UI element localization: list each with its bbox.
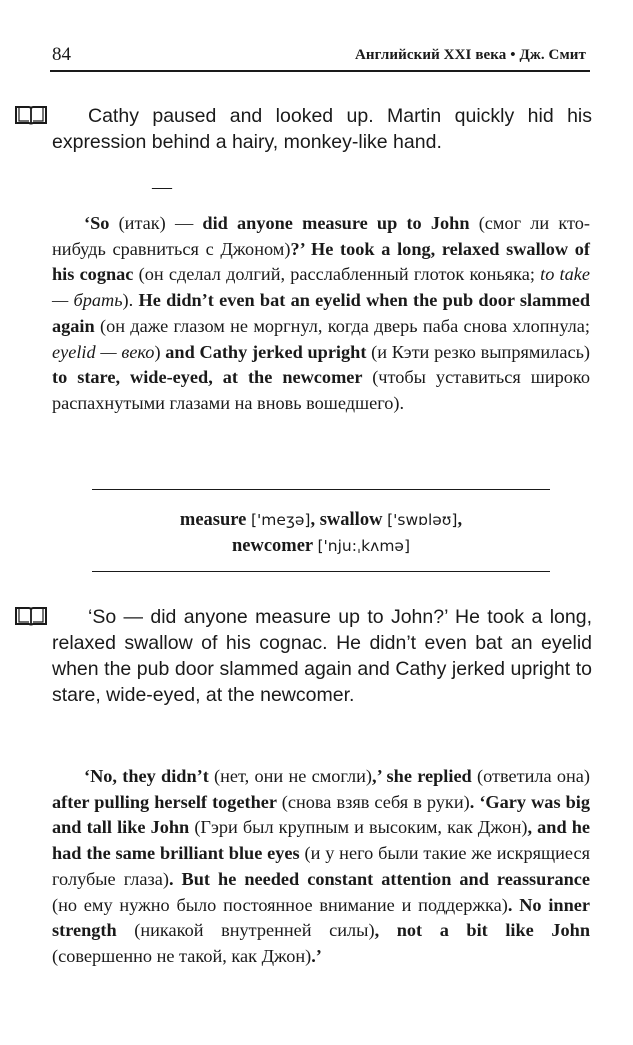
rus-gloss: (и у него были такие же искрящиеся голубые глаза) xyxy=(52,843,590,889)
section-dash: — xyxy=(152,176,172,198)
rus-gloss: (снова взяв себя в руки) xyxy=(281,791,470,812)
page-header xyxy=(50,38,590,72)
annotated-paragraph-2 xyxy=(52,764,590,970)
eng-phrase: ?’ He took a long, relaxed swallow of his cognac xyxy=(52,238,590,285)
english-paragraph-2: ‘So — did anyone measure up to John?’ He took a long, relaxed swallow of his cognac. He didn’t even bat an eyelid when the pub door slammed again and Cathy jerked upright to stare, wide-eyed, at the newcomer. xyxy=(52,606,592,706)
eng-phrase: . But he needed constant attention and reassurance xyxy=(168,868,590,889)
rus-gloss: (он сделал долгий, расслабленный глоток коньяка; xyxy=(138,264,541,285)
ipa: ['swɒləʊ] xyxy=(387,511,458,529)
transcription-line-2 xyxy=(92,534,550,559)
rus-gloss: ) xyxy=(154,341,166,362)
open-book-icon xyxy=(14,104,48,126)
rus-gloss: (итак) — xyxy=(118,213,203,233)
word: swallow xyxy=(319,510,388,530)
rus-gloss: ). xyxy=(122,290,139,311)
eng-phrase: after pulling herself together xyxy=(52,791,282,812)
eng-phrase: to stare, wide-eyed, at the newcomer xyxy=(52,367,373,388)
eng-phrase: ‘No, they didn’t xyxy=(84,766,215,786)
rus-gloss: (нет, они не смогли) xyxy=(214,766,372,786)
eng-phrase: , and he had the same brilliant blue eyes xyxy=(52,817,591,864)
rus-gloss: (чтобы уставиться широко распахнутыми глазами на вновь вошедшего). xyxy=(52,367,590,413)
rus-gloss: (совершенно не такой, как Джон) xyxy=(52,945,312,966)
ipa: ['meʒə] xyxy=(251,511,311,529)
transcription-line-1 xyxy=(92,508,550,533)
eng-phrase: did anyone measure up to John xyxy=(202,213,479,233)
english-paragraph-1: Cathy paused and looked up. Martin quickly hid his expression behind a hairy, monkey-like hand. xyxy=(52,105,592,153)
divider-top xyxy=(92,489,550,490)
eng-phrase: , not a bit like John xyxy=(374,920,590,941)
running-title: Английский XXI века • Дж. Смит xyxy=(355,47,586,63)
word: newcomer xyxy=(231,536,318,556)
eng-phrase: .’ xyxy=(311,945,322,966)
rus-gloss-italic: eyelid — веко xyxy=(52,341,155,362)
rus-gloss: (смог ли кто-нибудь сравниться с Джоном) xyxy=(52,213,590,259)
ipa: ['nju:ˌkʌmə] xyxy=(317,537,411,555)
page-number: 84 xyxy=(52,44,71,65)
divider-bottom xyxy=(92,571,550,572)
rus-gloss: (он даже глазом не моргнул, когда дверь паба снова хлопнула; xyxy=(99,315,590,336)
separator: , xyxy=(457,510,463,530)
rus-gloss: (но ему нужно было постоянное внимание и поддержка) xyxy=(52,894,508,915)
eng-phrase: and Cathy jerked upright xyxy=(165,341,372,362)
eng-phrase: . ‘Gary was big and tall like John xyxy=(52,791,591,838)
rus-gloss: (Гэри был крупным и высоким, как Джон) xyxy=(194,817,528,838)
eng-phrase: . No inner strength xyxy=(52,894,590,941)
rus-gloss: (никакой внутренней силы) xyxy=(134,920,375,941)
rus-gloss-italic: to take — брать xyxy=(52,264,590,311)
eng-phrase: ,’ she replied xyxy=(372,766,477,786)
separator: , xyxy=(310,510,320,530)
open-book-icon xyxy=(14,605,48,627)
eng-phrase: ‘So xyxy=(84,213,119,233)
word: measure xyxy=(179,510,251,530)
rus-gloss: (ответила она) xyxy=(476,766,590,786)
eng-phrase: He didn’t even bat an eyelid when the pub door slammed again xyxy=(52,290,590,336)
annotated-paragraph-1 xyxy=(52,211,590,417)
rus-gloss: (и Кэти резко выпрямилась) xyxy=(371,341,590,362)
